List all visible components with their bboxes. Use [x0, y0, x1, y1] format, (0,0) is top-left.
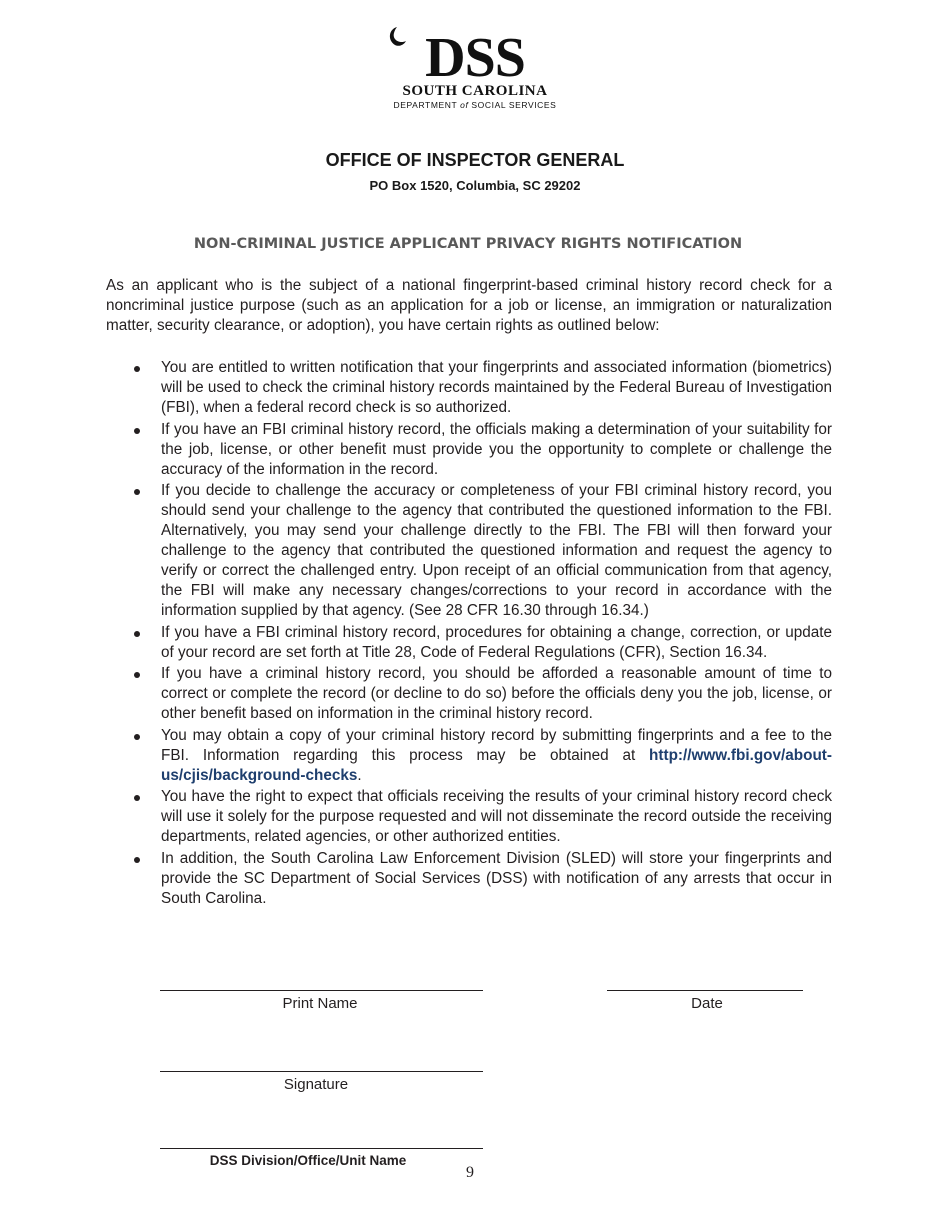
list-item-text: You have the right to expect that officials receiving the results of your criminal history record check will use it solely for the purpose requested and will not disseminate the record outside the receiving departments, related agencies, or other authorized entities. — [161, 788, 832, 845]
page-number: 9 — [466, 1164, 474, 1181]
list-item — [106, 481, 832, 621]
office-address: PO Box 1520, Columbia, SC 29202 — [369, 178, 581, 193]
list-item-text: If you have a FBI criminal history record, procedures for obtaining a change, correction, or update of your record are set forth at Title 28, Code of Federal Regulations (CFR), Section 16.34. — [161, 623, 832, 661]
bullet-icon — [134, 489, 140, 495]
division-label: DSS Division/Office/Unit Name — [209, 1153, 407, 1168]
list-item-text: In addition, the South Carolina Law Enforcement Division (SLED) will store your fingerprints and provide the SC Department of Social Services (DSS) with notification of any arrests that occur in South Carolina. — [161, 849, 832, 907]
list-item-text: You are entitled to written notification that your fingerprints and associated information (biometrics) will be used to check the criminal history records maintained by the Federal Bureau of Investigation (FBI), when a federal record check is so authorized. — [161, 359, 832, 416]
bullet-icon — [134, 631, 140, 637]
bullet-icon — [134, 857, 140, 863]
signature-line[interactable] — [160, 1071, 483, 1072]
list-item-text: If you have a criminal history record, you should be afforded a reasonable amount of time to correct or complete the record (or decline to do so) before the officials deny you the job, license, or other benefit based on information in the criminal history record. — [161, 665, 832, 722]
list-item — [106, 420, 832, 480]
dss-logo — [0, 26, 950, 117]
logo-acronym: DSS — [425, 27, 525, 89]
logo-department-of: of — [460, 100, 469, 110]
document-title: NON-CRIMINAL JUSTICE APPLICANT PRIVACY RIGHTS NOTIFICATION — [193, 236, 743, 252]
list-item — [106, 849, 832, 909]
division-line[interactable] — [160, 1148, 483, 1149]
print-name-line[interactable] — [160, 990, 483, 991]
list-item-text: If you decide to challenge the accuracy or completeness of your FBI criminal history record, you should send your challenge to the agency that contributed the questioned information to the FBI. Alternatively, you may send your challenge directly to the FBI. The FBI will then forward your challenge to the agency that contributed the questioned information and request the agency to verify or correct the challenged entry. Upon receipt of an official communication from that agency, the FBI will make any necessary changes/corrections to your record in accordance with the information supplied by that agency. (See 28 CFR 16.30 through 16.34.) — [161, 482, 832, 619]
list-item-text: You may obtain a copy of your criminal history record by submitting fingerprints and a fee to the FBI. Information regarding this process may be obtained at — [161, 726, 832, 764]
logo-department-suffix: SOCIAL SERVICES — [471, 100, 557, 110]
list-item-text-end: . — [357, 766, 362, 784]
bullet-icon — [134, 672, 140, 678]
date-line[interactable] — [607, 990, 803, 991]
list-item — [106, 664, 832, 724]
logo-state: SOUTH CAROLINA — [402, 83, 548, 99]
list-item-text: If you have an FBI criminal history record, the officials making a determination of your suitability for the job, license, or other benefit must provide you the opportunity to complete or challenge the accuracy of the information in the record. — [161, 420, 832, 478]
logo-department — [380, 100, 570, 110]
bullet-icon — [134, 795, 140, 801]
list-item — [106, 358, 832, 418]
bullet-icon — [134, 366, 140, 372]
list-item — [106, 726, 832, 786]
fbi-background-checks-link[interactable]: http://www.fbi.gov/about-us/cjis/background-checks — [161, 746, 832, 784]
list-item — [106, 787, 832, 847]
logo-department-prefix: DEPARTMENT — [393, 100, 458, 110]
list-item — [106, 623, 832, 663]
print-name-label: Print Name — [282, 995, 358, 1012]
date-label: Date — [691, 995, 723, 1012]
rights-list — [106, 358, 832, 910]
office-title: OFFICE OF INSPECTOR GENERAL — [325, 150, 625, 170]
intro-paragraph: As an applicant who is the subject of a national fingerprint-based criminal history record check for a noncriminal justice purpose (such as an application for a job or license, an immigration or naturalization matter, security clearance, or adoption), you have certain rights as outlined below: — [106, 277, 832, 334]
bullet-icon — [134, 428, 140, 434]
signature-label: Signature — [283, 1076, 349, 1093]
bullet-icon — [134, 734, 140, 740]
